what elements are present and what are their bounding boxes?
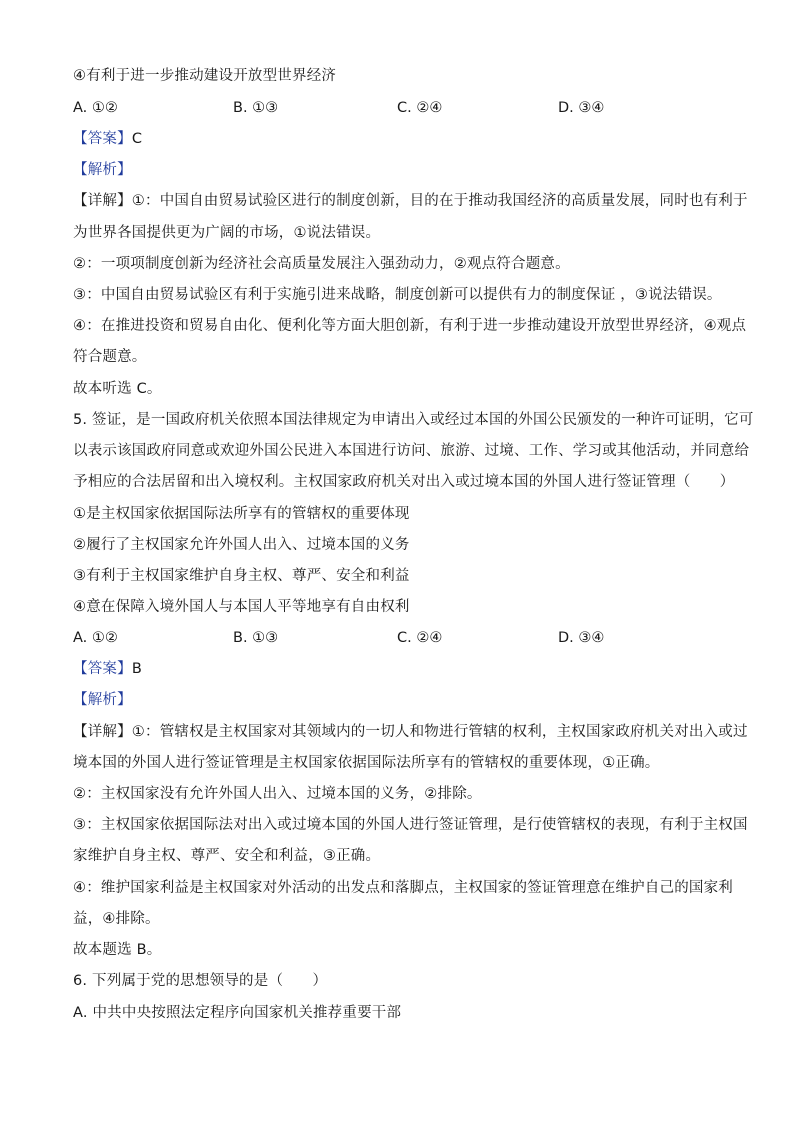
q5-option: ②履行了主权国家允许外国人出入、过境本国的义务 (73, 537, 410, 553)
q4-option-4: ④有利于进一步推动建设开放型世界经济 (73, 68, 337, 84)
q4-detail-line: ②：一项项制度创新为经济社会高质量发展注入强劲动力，②观点符合题意。 (73, 256, 570, 272)
q5-detail-line: ③：主权国家依据国际法对出入或过境本国的外国人进行签证管理，是行使管辖权的表现，有利于主权国 (73, 817, 748, 833)
q4-detail-line: 为世界各国提供更为广阔的市场，①说法错误。 (73, 225, 381, 241)
q4-choice-a: A. ①② (73, 100, 118, 116)
q5-detail-line: ④：维护国家利益是主权国家对外活动的出发点和落脚点，主权国家的签证管理意在维护自己的国家利 (73, 880, 733, 896)
q5-choice-b: B. ①③ (233, 630, 279, 646)
q5-detail-line: 境本国的外国人进行签证管理是主权国家依据国际法所享有的管辖权的重要体现，①正确。 (73, 755, 660, 771)
q5-detail-line: ②：主权国家没有允许外国人出入、过境本国的义务，②排除。 (73, 786, 482, 802)
q5-option: ③有利于主权国家维护自身主权、尊严、安全和利益 (73, 568, 410, 584)
q4-analysis-label: 【解析】 (73, 162, 132, 178)
q5-answer-value: B (131, 661, 142, 677)
q4-choice-d: D. ③④ (558, 100, 605, 116)
q4-answer-value: C (131, 131, 143, 147)
q5-choice-d: D. ③④ (558, 630, 605, 646)
q6-option-a: A. 中共中央按照法定程序向国家机关推荐重要干部 (73, 1005, 402, 1021)
q4-conclusion: 故本听选 C。 (73, 381, 162, 397)
q4-choice-b: B. ①③ (233, 100, 279, 116)
q4-answer (73, 129, 142, 149)
q5-option: ①是主权国家依据国际法所享有的管辖权的重要体现 (73, 506, 410, 522)
q5-answer (73, 659, 142, 679)
q4-answer-label: 【答案】 (73, 131, 132, 147)
q5-stem-line: 以表示该国政府同意或欢迎外国公民进入本国进行访问、旅游、过境、工作、学习或其他活动，并同意给 (73, 443, 750, 459)
q5-option: ④意在保障入境外国人与本国人平等地享有自由权利 (73, 599, 410, 615)
q5-detail-line: 家维护自身主权、尊严、安全和利益，③正确。 (73, 848, 381, 864)
q4-choice-c: C. ②④ (397, 100, 443, 116)
q5-detail-line: 益，④排除。 (73, 911, 160, 927)
q4-detail-line: 符合题意。 (73, 349, 147, 365)
q4-detail-line: ④：在推进投资和贸易自由化、便利化等方面大胆创新，有利于进一步推动建设开放型世界经济，④观点 (73, 318, 747, 334)
q5-answer-label: 【答案】 (73, 661, 132, 677)
q4-detail-line: ③：中国自由贸易试验区有利于实施引进来战略，制度创新可以提供有力的制度保证 ，③说法错误。 (73, 287, 722, 303)
q5-conclusion: 故本题选 B。 (73, 942, 162, 958)
q5-stem-line: 5. 签证，是一国政府机关依照本国法律规定为申请出入或经过本国的外国公民颁发的一种许可证明，它可 (73, 412, 754, 428)
q4-detail-line: 【详解】①：中国自由贸易试验区进行的制度创新，目的在于推动我国经济的高质量发展，同时也有利于 (73, 193, 748, 209)
q6-stem: 6. 下列属于党的思想领导的是（ ） (73, 973, 328, 989)
q5-stem-line: 予相应的合法居留和出入境权利。主权国家政府机关对出入或过境本国的外国人进行签证管理（ ） (73, 474, 735, 490)
q5-choice-c: C. ②④ (397, 630, 443, 646)
q5-choice-a: A. ①② (73, 630, 118, 646)
q5-analysis-label: 【解析】 (73, 692, 132, 708)
q5-detail-line: 【详解】①：管辖权是主权国家对其领域内的一切人和物进行管辖的权利，主权国家政府机关对出入或过 (73, 724, 748, 740)
